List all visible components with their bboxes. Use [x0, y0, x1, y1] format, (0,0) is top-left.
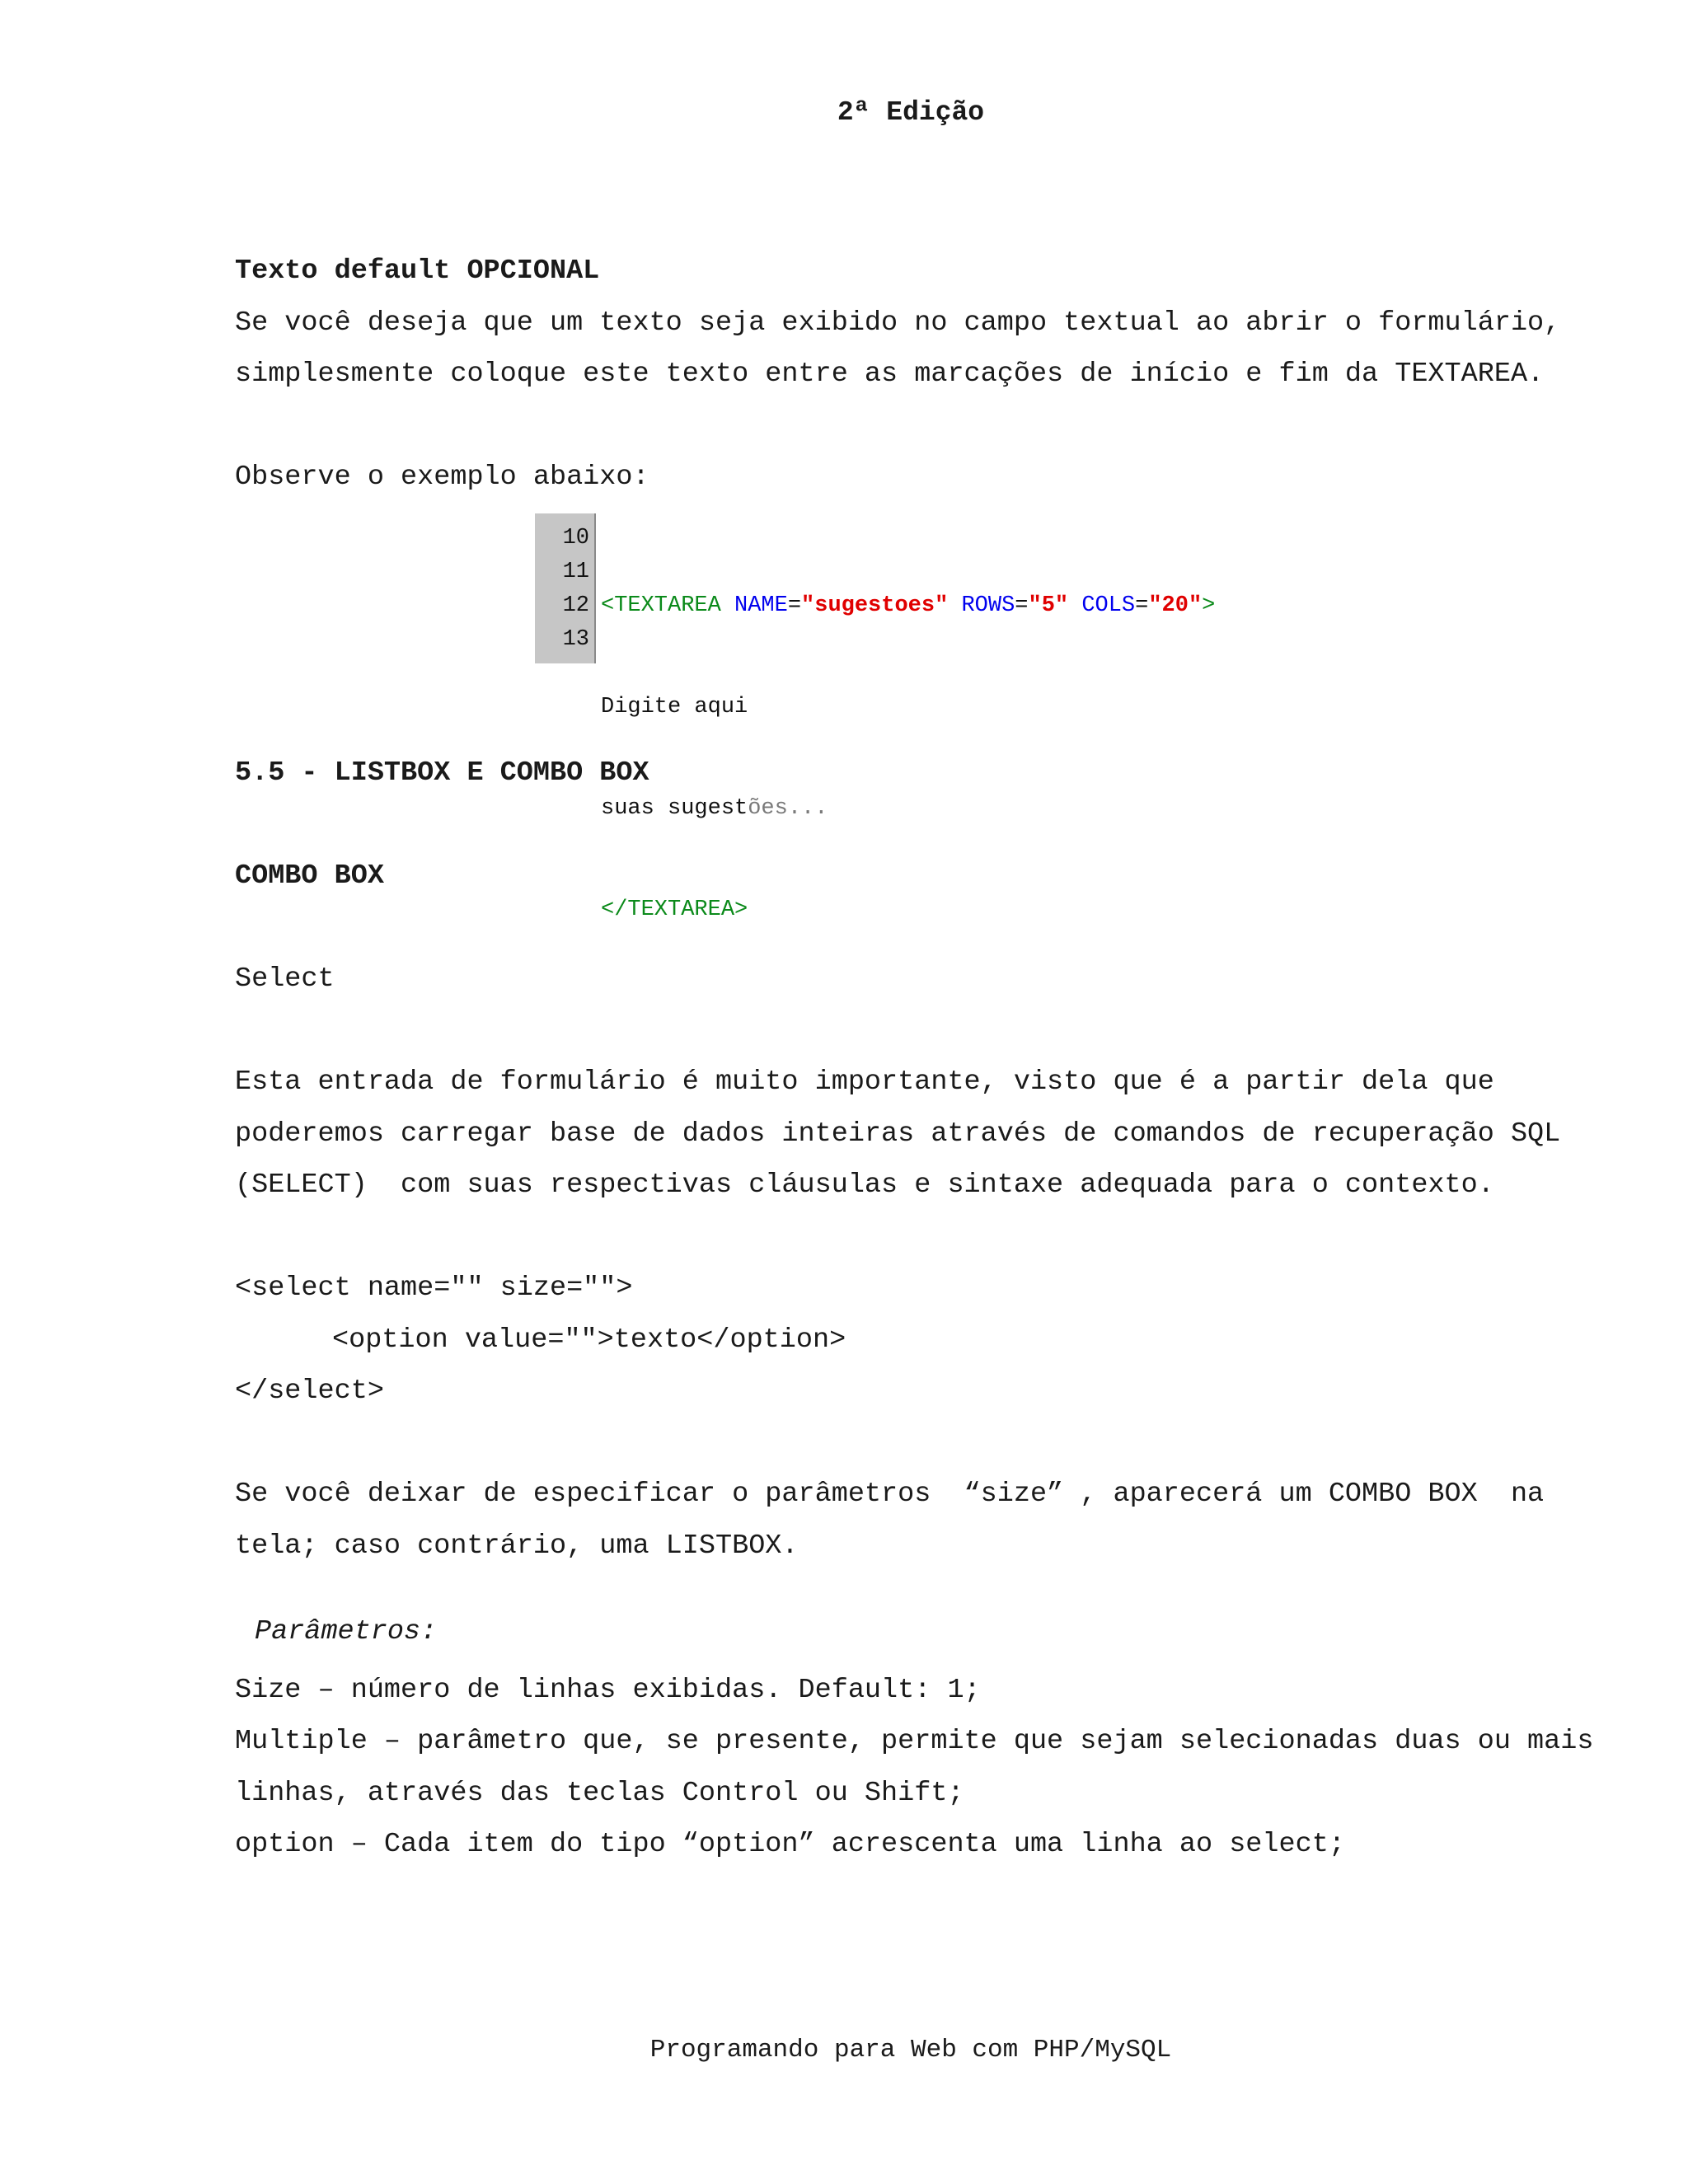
code-quote: " [1188, 593, 1203, 618]
paragraph-select: Esta entrada de formulário é muito importante, visto que é a partir dela que poderemos carregar base de dados inteiras através de comandos de recuperação SQL (SELECT) com suas respectivas cláusulas e sintaxe adequada para o contexto. [235, 1066, 1578, 1201]
subheading-combo-box: COMBO BOX [235, 860, 384, 892]
code-editor-screenshot [535, 513, 1293, 922]
param-multiple: Multiple – parâmetro que, se presente, permite que sejam selecionadas duas ou mais linhas, através das teclas Control ou Shift; [235, 1726, 1611, 1809]
code-quote: " [935, 593, 949, 618]
code-select-close: </select> [235, 1376, 384, 1407]
page-footer: Programando para Web com PHP/MySQL [649, 2036, 1172, 2064]
spacer [235, 1212, 1603, 1263]
heading-texto-default: Texto default OPCIONAL [235, 255, 600, 287]
code-text: suas sugest [601, 795, 748, 821]
code-quote: " [801, 593, 815, 618]
line-number: 13 [562, 626, 589, 652]
spacer [235, 1418, 1603, 1469]
page-content [235, 246, 1611, 1871]
code-attr: COLS [1081, 593, 1136, 618]
code-line-textarea-open [601, 589, 1215, 623]
code-tag: <TEXTAREA [601, 593, 721, 618]
spacer [235, 1658, 1603, 1665]
code-line-textarea-close: </TEXTAREA> [601, 897, 748, 922]
line-number: 12 [562, 593, 589, 618]
code-line-text: Digite aqui [601, 694, 748, 719]
spacer [235, 1572, 1603, 1606]
code-eq: = [1015, 593, 1029, 618]
code-eq: = [1135, 593, 1149, 618]
code-eq: = [787, 593, 802, 618]
code-value: "5" [1028, 593, 1069, 618]
paragraph-textarea-default: Se você deseja que um texto seja exibido no campo textual ao abrir o formulário, simplesmente coloque este texto entre as marcações de início e fim da TEXTAREA. [235, 307, 1578, 390]
params-title: Parâmetros: [255, 1616, 438, 1647]
page-header-edition: 2ª Edição [837, 97, 985, 128]
code-value: 20 [1161, 593, 1189, 618]
code-text-faint: ões... [748, 795, 828, 821]
spacer [235, 401, 1603, 452]
code-lines [596, 513, 1216, 922]
param-size: Size – número de linhas exibidas. Default: 1; [235, 1674, 981, 1706]
code-option: <option value="">texto</option> [332, 1324, 846, 1356]
line-number-gutter [535, 513, 596, 663]
code-attr: NAME [734, 593, 788, 618]
heading-listbox-combobox: 5.5 - LISTBOX E COMBO BOX [235, 757, 649, 789]
code-tag: > [1202, 593, 1216, 618]
select-label: Select [235, 963, 335, 995]
code-select-open: <select name="" size=""> [235, 1272, 633, 1304]
example-intro: Observe o exemplo abaixo: [235, 462, 649, 493]
line-number: 11 [562, 559, 589, 584]
spacer [235, 1005, 1603, 1057]
paragraph-size-note: Se você deixar de especificar o parâmetros “size” , aparecerá um COMBO BOX na tela; caso contrário, uma LISTBOX. [235, 1479, 1561, 1562]
param-option: option – Cada item do tipo “option” acrescenta uma linha ao select; [235, 1829, 1345, 1860]
code-quote: " [1148, 593, 1162, 618]
code-attr: ROWS [961, 593, 1015, 618]
line-number: 10 [562, 525, 589, 551]
code-value: sugestoes [814, 593, 935, 618]
code-line-text [601, 792, 1215, 826]
